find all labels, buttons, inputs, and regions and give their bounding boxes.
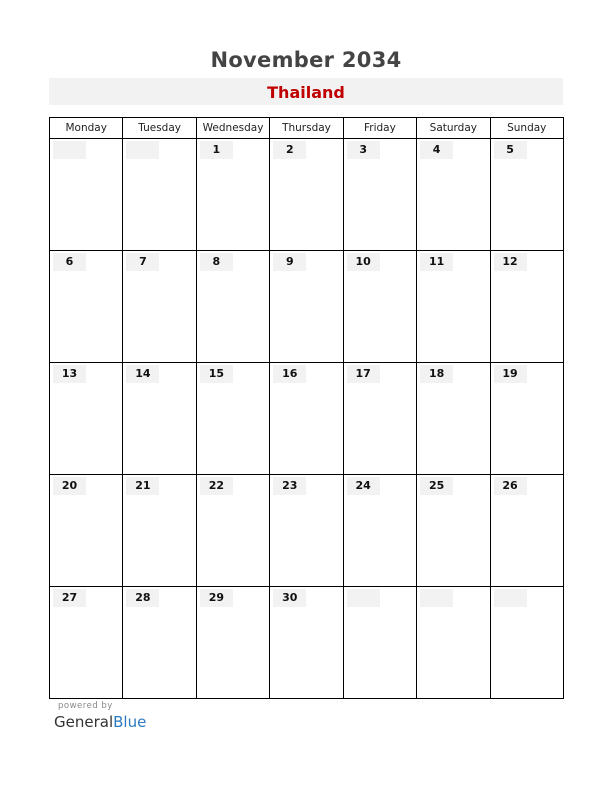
day-cell <box>196 587 269 699</box>
week-row <box>50 587 564 699</box>
day-cell <box>417 139 490 251</box>
week-row <box>50 363 564 475</box>
day-cell <box>417 475 490 587</box>
day-number: 2 <box>273 141 306 159</box>
day-cell <box>123 251 196 363</box>
day-cell <box>270 475 343 587</box>
weekday-saturday: Saturday <box>417 118 490 139</box>
day-cell <box>50 587 123 699</box>
day-cell <box>417 587 490 699</box>
day-number: 9 <box>273 253 306 271</box>
day-cell <box>123 363 196 475</box>
day-number: 17 <box>347 365 380 383</box>
day-number: 10 <box>347 253 380 271</box>
day-cell <box>490 139 563 251</box>
day-cell <box>50 363 123 475</box>
day-number: 4 <box>420 141 453 159</box>
day-cell <box>343 139 416 251</box>
day-number: 29 <box>200 589 233 607</box>
calendar-grid <box>49 117 564 699</box>
day-cell <box>490 251 563 363</box>
day-number: 13 <box>53 365 86 383</box>
weekday-tuesday: Tuesday <box>123 118 196 139</box>
day-number: 21 <box>126 477 159 495</box>
country-label: Thailand <box>267 83 345 102</box>
day-cell <box>123 139 196 251</box>
day-cell <box>50 139 123 251</box>
brand-general: General <box>54 713 114 731</box>
day-number: 12 <box>494 253 527 271</box>
day-number: 5 <box>494 141 527 159</box>
day-cell <box>270 363 343 475</box>
weekday-header-row <box>50 118 564 139</box>
day-number: 3 <box>347 141 380 159</box>
day-number: 8 <box>200 253 233 271</box>
day-number: 28 <box>126 589 159 607</box>
day-number <box>347 589 380 607</box>
weekday-thursday: Thursday <box>270 118 343 139</box>
weekday-friday: Friday <box>343 118 416 139</box>
weekday-wednesday: Wednesday <box>196 118 269 139</box>
page-title: November 2034 <box>210 48 402 72</box>
day-number: 11 <box>420 253 453 271</box>
day-cell <box>270 139 343 251</box>
day-cell <box>490 475 563 587</box>
day-cell <box>417 363 490 475</box>
day-cell <box>196 139 269 251</box>
weekday-sunday: Sunday <box>490 118 563 139</box>
day-cell <box>123 587 196 699</box>
day-cell <box>123 475 196 587</box>
day-number: 27 <box>53 589 86 607</box>
day-cell <box>196 363 269 475</box>
powered-by-label: powered by <box>58 701 113 711</box>
day-number: 14 <box>126 365 159 383</box>
day-number: 22 <box>200 477 233 495</box>
day-cell <box>196 475 269 587</box>
day-number: 18 <box>420 365 453 383</box>
day-number <box>494 589 527 607</box>
day-number: 15 <box>200 365 233 383</box>
day-cell <box>270 251 343 363</box>
day-number <box>420 589 453 607</box>
day-cell <box>417 251 490 363</box>
generalblue-logo[interactable] <box>54 713 146 731</box>
day-number: 6 <box>53 253 86 271</box>
day-cell <box>343 587 416 699</box>
day-cell <box>490 587 563 699</box>
day-cell <box>270 587 343 699</box>
day-cell <box>490 363 563 475</box>
day-number: 25 <box>420 477 453 495</box>
day-cell <box>50 475 123 587</box>
day-cell <box>343 251 416 363</box>
brand-blue: Blue <box>113 713 147 731</box>
day-number: 20 <box>53 477 86 495</box>
day-number: 19 <box>494 365 527 383</box>
day-number: 26 <box>494 477 527 495</box>
week-row <box>50 251 564 363</box>
day-number: 23 <box>273 477 306 495</box>
week-row <box>50 139 564 251</box>
week-row <box>50 475 564 587</box>
day-cell <box>50 251 123 363</box>
day-cell <box>196 251 269 363</box>
day-number <box>126 141 159 159</box>
weekday-monday: Monday <box>50 118 123 139</box>
day-number: 7 <box>126 253 159 271</box>
day-number: 24 <box>347 477 380 495</box>
day-cell <box>343 475 416 587</box>
day-number: 1 <box>200 141 233 159</box>
day-number: 30 <box>273 589 306 607</box>
day-number: 16 <box>273 365 306 383</box>
day-number <box>53 141 86 159</box>
day-cell <box>343 363 416 475</box>
